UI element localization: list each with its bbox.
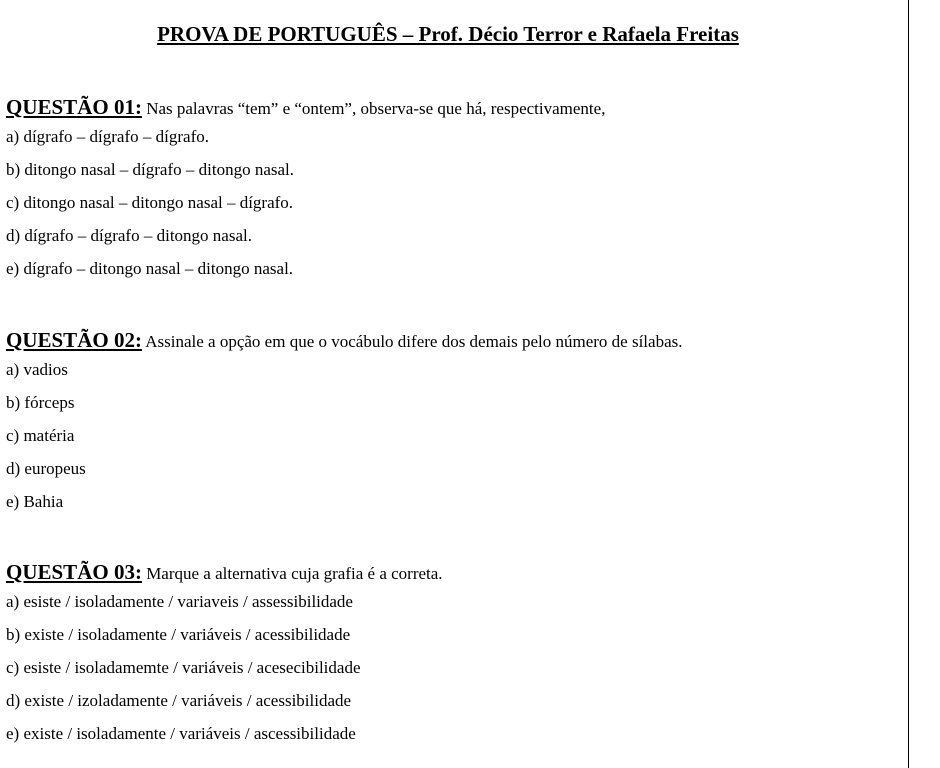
question-01-option-d: d) dígrafo – dígrafo – ditongo nasal. [6,226,252,245]
question-03-prompt: Marque a alternativa cuja grafia é a correta. [141,564,443,583]
question-02 [6,329,901,518]
question-01-header [6,96,901,120]
page-right-border [908,0,909,768]
page-title: PROVA DE PORTUGUÊS – Prof. Décio Terror e Rafaela Freitas [157,22,739,46]
question-01-option-e: e) dígrafo – ditongo nasal – ditongo nasal. [6,259,294,278]
question-01-options [6,120,901,285]
question-03-option-d: d) existe / izoladamente / variáveis / acessibilidade [6,691,352,710]
question-03 [6,561,901,750]
question-02-option-a: a) vadios [6,360,68,379]
question-01-option-a: a) dígrafo – dígrafo – dígrafo. [6,127,209,146]
question-03-option-e: e) existe / isoladamente / variáveis / ascessibilidade [6,724,356,743]
question-03-option-c: c) esiste / isoladamemte / variáveis / acesecibilidade [6,658,361,677]
question-03-options [6,585,901,750]
question-02-option-b: b) fórceps [6,393,75,412]
question-01-option-b: b) ditongo nasal – dígrafo – ditongo nasal. [6,160,295,179]
question-02-label: QUESTÃO 02: [6,328,142,352]
question-01-label: QUESTÃO 01: [6,95,142,119]
question-02-prompt: Assinale a opção em que o vocábulo difere dos demais pelo número de sílabas. [141,332,683,351]
question-03-header [6,561,901,585]
question-02-header [6,329,901,353]
question-02-option-c: c) matéria [6,426,75,445]
question-01 [6,96,901,285]
question-01-prompt: Nas palavras “tem” e “ontem”, observa-se que há, respectivamente, [141,99,606,118]
question-01-option-c: c) ditongo nasal – ditongo nasal – dígrafo. [6,193,294,212]
question-03-option-b: b) existe / isoladamente / variáveis / acessibilidade [6,625,351,644]
question-02-option-e: e) Bahia [6,492,64,511]
question-02-option-d: d) europeus [6,459,86,478]
question-03-option-a: a) esiste / isoladamente / variaveis / assessibilidade [6,592,353,611]
question-03-label: QUESTÃO 03: [6,560,142,584]
question-02-options [6,353,901,518]
